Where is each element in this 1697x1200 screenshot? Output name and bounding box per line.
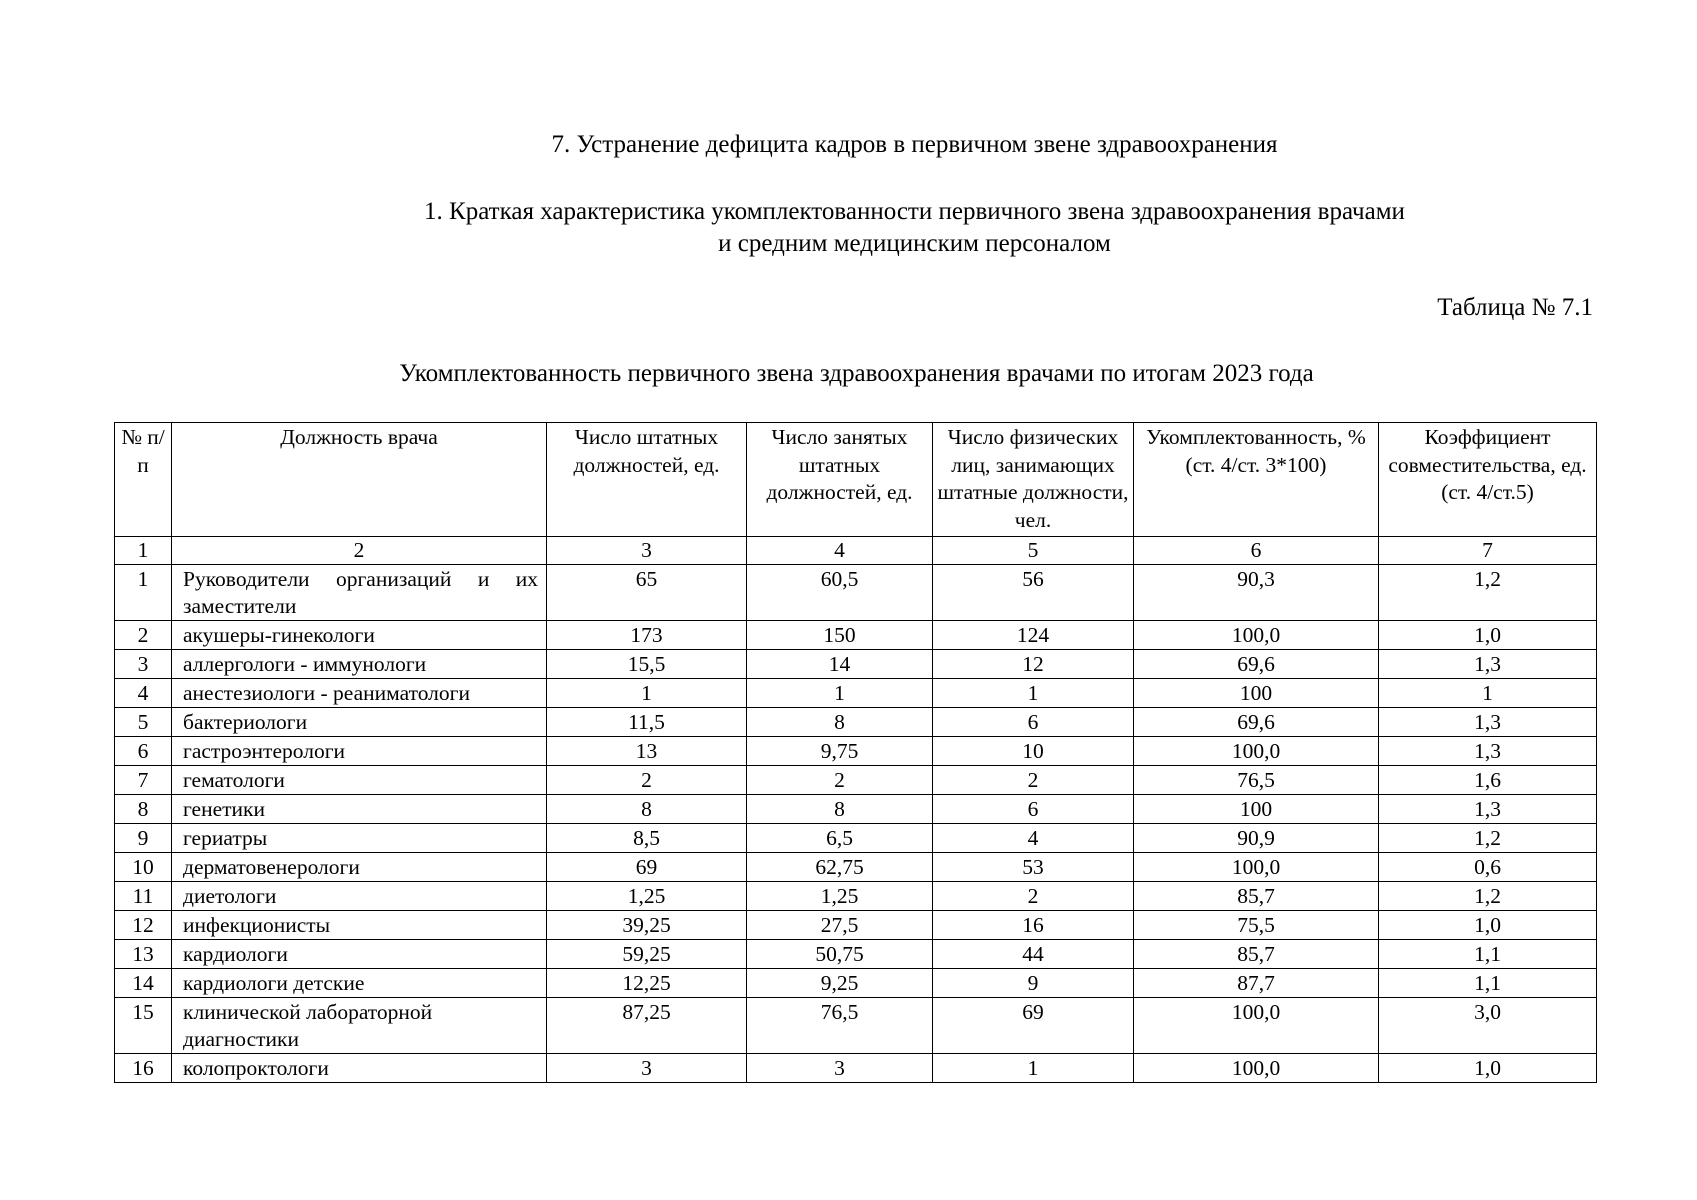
- staffing-rate-cell: 100,0: [1134, 1054, 1379, 1083]
- header-position: Должность врача: [172, 423, 547, 537]
- position-name-cell: гематологи: [172, 766, 547, 795]
- table-row: [115, 650, 1597, 679]
- staff-positions-cell: 69: [547, 853, 747, 882]
- staff-positions-cell: 59,25: [547, 940, 747, 969]
- table-header-row: [115, 423, 1597, 537]
- occupied-positions-cell: 1,25: [747, 882, 933, 911]
- occupied-positions-cell: 14: [747, 650, 933, 679]
- position-name-cell: бактериологи: [172, 708, 547, 737]
- row-number-cell: 2: [115, 621, 172, 650]
- occupied-positions-cell: 9,75: [747, 737, 933, 766]
- position-name-cell: акушеры-гинекологи: [172, 621, 547, 650]
- table-caption: Укомплектованность первичного звена здравоохранения врачами по итогам 2023 года: [399, 360, 1314, 387]
- row-number-cell: 10: [115, 853, 172, 882]
- position-name-cell: диетологи: [172, 882, 547, 911]
- staffing-rate-cell: 100,0: [1134, 737, 1379, 766]
- position-name-cell: гериатры: [172, 824, 547, 853]
- staffing-rate-cell: 100: [1134, 795, 1379, 824]
- header-individuals: Число физических лиц, занимающих штатные должности, чел.: [933, 423, 1134, 537]
- staffing-rate-cell: 100,0: [1134, 998, 1379, 1054]
- individuals-cell: 124: [933, 621, 1134, 650]
- column-number: 5: [933, 537, 1134, 565]
- table-row: [115, 621, 1597, 650]
- individuals-cell: 10: [933, 737, 1134, 766]
- row-number-cell: 1: [115, 565, 172, 621]
- position-name-cell: клинической лабораторной диагностики: [172, 998, 547, 1054]
- occupied-positions-cell: 150: [747, 621, 933, 650]
- column-number-row: [115, 537, 1597, 565]
- subsection-title-line-1: 1. Краткая характеристика укомплектованности первичного звена здравоохранения врачами: [424, 198, 1405, 225]
- combination-ratio-cell: 1,1: [1379, 969, 1597, 998]
- individuals-cell: 12: [933, 650, 1134, 679]
- staff-positions-cell: 65: [547, 565, 747, 621]
- column-number: 2: [172, 537, 547, 565]
- combination-ratio-cell: 1,6: [1379, 766, 1597, 795]
- staff-positions-cell: 2: [547, 766, 747, 795]
- table-row: [115, 766, 1597, 795]
- occupied-positions-cell: 62,75: [747, 853, 933, 882]
- combination-ratio-cell: 1,2: [1379, 565, 1597, 621]
- column-number: 4: [747, 537, 933, 565]
- occupied-positions-cell: 2: [747, 766, 933, 795]
- table-row: [115, 737, 1597, 766]
- combination-ratio-cell: 1,3: [1379, 650, 1597, 679]
- individuals-cell: 16: [933, 911, 1134, 940]
- occupied-positions-cell: 60,5: [747, 565, 933, 621]
- occupied-positions-cell: 8: [747, 708, 933, 737]
- row-number-cell: 8: [115, 795, 172, 824]
- table-number: Таблица № 7.1: [1437, 294, 1593, 321]
- staffing-rate-cell: 87,7: [1134, 969, 1379, 998]
- staffing-rate-cell: 85,7: [1134, 940, 1379, 969]
- occupied-positions-cell: 3: [747, 1054, 933, 1083]
- individuals-cell: 6: [933, 708, 1134, 737]
- staffing-rate-cell: 90,9: [1134, 824, 1379, 853]
- individuals-cell: 1: [933, 1054, 1134, 1083]
- table-row: [115, 1054, 1597, 1083]
- row-number-cell: 6: [115, 737, 172, 766]
- row-number-cell: 14: [115, 969, 172, 998]
- combination-ratio-cell: 1,3: [1379, 795, 1597, 824]
- combination-ratio-cell: 1,2: [1379, 882, 1597, 911]
- position-name-cell: колопроктологи: [172, 1054, 547, 1083]
- row-number-cell: 11: [115, 882, 172, 911]
- header-occupied-positions: Число занятых штатных должностей, ед.: [747, 423, 933, 537]
- combination-ratio-cell: 0,6: [1379, 853, 1597, 882]
- combination-ratio-cell: 1,0: [1379, 621, 1597, 650]
- individuals-cell: 2: [933, 766, 1134, 795]
- occupied-positions-cell: 8: [747, 795, 933, 824]
- column-number: 1: [115, 537, 172, 565]
- individuals-cell: 6: [933, 795, 1134, 824]
- staffing-rate-cell: 75,5: [1134, 911, 1379, 940]
- header-staff-positions: Число штатных должностей, ед.: [547, 423, 747, 537]
- staff-positions-cell: 1: [547, 679, 747, 708]
- individuals-cell: 44: [933, 940, 1134, 969]
- occupied-positions-cell: 27,5: [747, 911, 933, 940]
- table-row: [115, 679, 1597, 708]
- row-number-cell: 7: [115, 766, 172, 795]
- staffing-rate-cell: 100,0: [1134, 621, 1379, 650]
- staffing-rate-cell: 85,7: [1134, 882, 1379, 911]
- individuals-cell: 4: [933, 824, 1134, 853]
- table-row: [115, 911, 1597, 940]
- row-number-cell: 3: [115, 650, 172, 679]
- staffing-table: [114, 422, 1597, 1083]
- header-staffing-rate: Укомплектованность, % (ст. 4/ст. 3*100): [1134, 423, 1379, 537]
- staff-positions-cell: 87,25: [547, 998, 747, 1054]
- combination-ratio-cell: 1,3: [1379, 708, 1597, 737]
- staffing-rate-cell: 76,5: [1134, 766, 1379, 795]
- column-number: 7: [1379, 537, 1597, 565]
- section-title: 7. Устранение дефицита кадров в первичном звене здравоохранения: [551, 131, 1278, 158]
- table-row: [115, 882, 1597, 911]
- individuals-cell: 53: [933, 853, 1134, 882]
- table-row: [115, 565, 1597, 621]
- combination-ratio-cell: 1,0: [1379, 1054, 1597, 1083]
- staffing-rate-cell: 100,0: [1134, 853, 1379, 882]
- column-number: 6: [1134, 537, 1379, 565]
- row-number-cell: 9: [115, 824, 172, 853]
- table-row: [115, 795, 1597, 824]
- position-name-cell: аллергологи - иммунологи: [172, 650, 547, 679]
- combination-ratio-cell: 1: [1379, 679, 1597, 708]
- row-number-cell: 12: [115, 911, 172, 940]
- staffing-rate-cell: 69,6: [1134, 650, 1379, 679]
- combination-ratio-cell: 1,1: [1379, 940, 1597, 969]
- combination-ratio-cell: 1,3: [1379, 737, 1597, 766]
- position-name-cell: гастроэнтерологи: [172, 737, 547, 766]
- individuals-cell: 2: [933, 882, 1134, 911]
- position-name-cell: дерматовенерологи: [172, 853, 547, 882]
- staff-positions-cell: 173: [547, 621, 747, 650]
- individuals-cell: 1: [933, 679, 1134, 708]
- occupied-positions-cell: 76,5: [747, 998, 933, 1054]
- row-number-cell: 13: [115, 940, 172, 969]
- staff-positions-cell: 8,5: [547, 824, 747, 853]
- row-number-cell: 4: [115, 679, 172, 708]
- column-number: 3: [547, 537, 747, 565]
- occupied-positions-cell: 50,75: [747, 940, 933, 969]
- occupied-positions-cell: 9,25: [747, 969, 933, 998]
- occupied-positions-cell: 1: [747, 679, 933, 708]
- staffing-rate-cell: 69,6: [1134, 708, 1379, 737]
- staff-positions-cell: 11,5: [547, 708, 747, 737]
- position-name-cell: анестезиологи - реаниматологи: [172, 679, 547, 708]
- combination-ratio-cell: 1,2: [1379, 824, 1597, 853]
- individuals-cell: 9: [933, 969, 1134, 998]
- staff-positions-cell: 15,5: [547, 650, 747, 679]
- table-row: [115, 824, 1597, 853]
- combination-ratio-cell: 1,0: [1379, 911, 1597, 940]
- individuals-cell: 56: [933, 565, 1134, 621]
- position-name-cell: инфекционисты: [172, 911, 547, 940]
- position-name-cell: кардиологи: [172, 940, 547, 969]
- subsection-title: [66, 196, 1697, 260]
- staffing-rate-cell: 100: [1134, 679, 1379, 708]
- occupied-positions-cell: 6,5: [747, 824, 933, 853]
- combination-ratio-cell: 3,0: [1379, 998, 1597, 1054]
- table-row: [115, 708, 1597, 737]
- staff-positions-cell: 3: [547, 1054, 747, 1083]
- row-number-cell: 15: [115, 998, 172, 1054]
- header-combination-ratio: Коэффициент совместительства, ед. (ст. 4/ст.5): [1379, 423, 1597, 537]
- position-name-cell: генетики: [172, 795, 547, 824]
- position-name-cell: кардиологи детские: [172, 969, 547, 998]
- table-row: [115, 998, 1597, 1054]
- position-name-cell: Руководители организаций и их заместители: [172, 565, 547, 621]
- row-number-cell: 5: [115, 708, 172, 737]
- staff-positions-cell: 8: [547, 795, 747, 824]
- header-number: № п/п: [115, 423, 172, 537]
- table-row: [115, 853, 1597, 882]
- individuals-cell: 69: [933, 998, 1134, 1054]
- staff-positions-cell: 1,25: [547, 882, 747, 911]
- staffing-rate-cell: 90,3: [1134, 565, 1379, 621]
- staff-positions-cell: 13: [547, 737, 747, 766]
- row-number-cell: 16: [115, 1054, 172, 1083]
- table-row: [115, 969, 1597, 998]
- staff-positions-cell: 12,25: [547, 969, 747, 998]
- subsection-title-line-2: и средним медицинским персоналом: [718, 230, 1111, 257]
- staff-positions-cell: 39,25: [547, 911, 747, 940]
- table-row: [115, 940, 1597, 969]
